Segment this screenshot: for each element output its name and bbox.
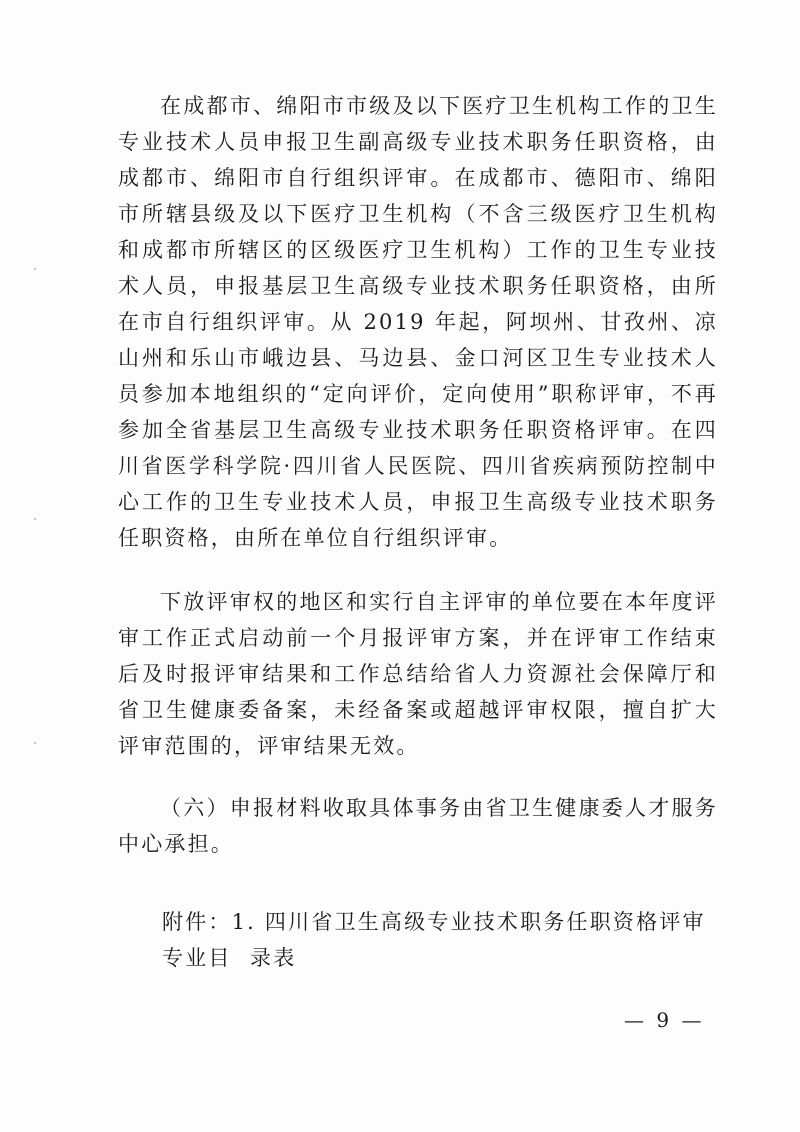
attachment-label: 附件： [162, 910, 232, 934]
attachment-item-1-continuation: 录表 [250, 946, 297, 970]
scan-speck [34, 742, 36, 744]
page-number: — 9 — [624, 1008, 705, 1032]
body-paragraph-1: 在成都市、绵阳市市级及以下医疗卫生机构工作的卫生专业技术人员申报卫生副高级专业技术职务任职资格，由成都市、绵阳市自行组织评审。在成都市、德阳市、绵阳市所辖县级及以下医疗卫生机构（不含三级医疗卫生机构和成都市所辖区的区级医疗卫生机构）工作的卫生专业技术人员，申报基层卫生高级专业技术职务任职资格，由所在市自行组织评审。从 2019 年起，阿坝州、甘孜州、凉山州和乐山市峨边县、马边县、金口河区卫生专业技术人员参加本地组织的“定向评价，定向使用”职称评审，不再参加全省基层卫生高级专业技术职务任职资格评审。在四川省医学科学院·四川省人民医院、四川省疾病预防控制中心工作的卫生专业技术人员，申报卫生高级专业技术职务任职资格，由所在单位自行组织评审。 [118, 94, 718, 550]
body-paragraph-3: （六）申报材料收取具体事务由省卫生健康委人才服务中心承担。 [118, 796, 718, 856]
scan-speck [34, 268, 36, 270]
scan-speck [34, 518, 36, 520]
attachment-line [162, 904, 722, 976]
body-paragraph-2: 下放评审权的地区和实行自主评审的单位要在本年度评审工作正式启动前一个月报评审方案，并在评审工作结束后及时报评审结果和工作总结给省人力资源社会保障厅和省卫生健康委备案，未经备案或超越评审权限，擅自扩大评审范围的，评审结果无效。 [118, 590, 718, 758]
attachment-item-1: 1. 四川省卫生高级专业技术职务任职资格评审专业目 [162, 910, 706, 970]
